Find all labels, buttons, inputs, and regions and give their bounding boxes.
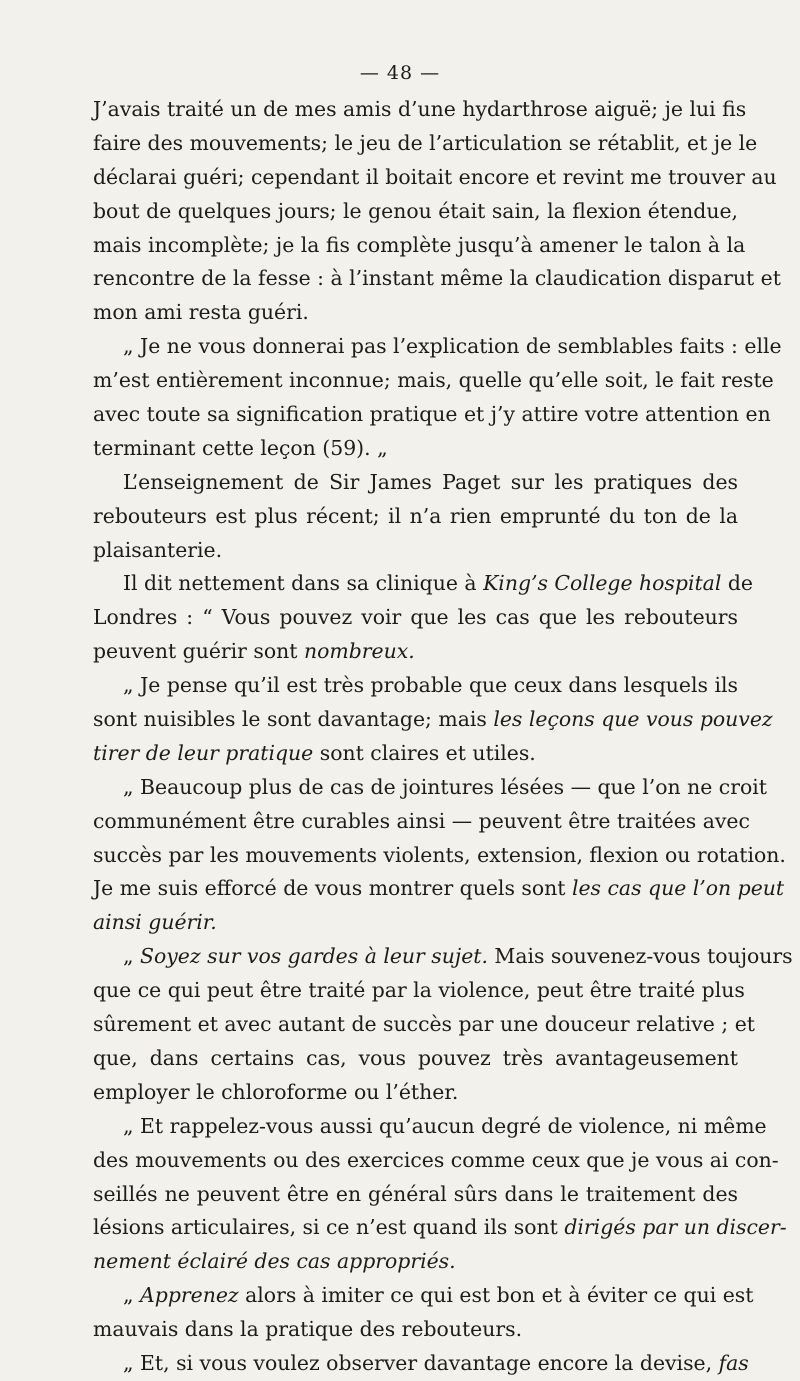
text-line xyxy=(93,669,738,703)
text-segment: employer le chloroforme ou l’éther. xyxy=(93,1079,459,1104)
text-segment: „ xyxy=(123,1283,141,1308)
text-line xyxy=(93,1347,749,1381)
text-segment: Je me suis efforcé de vous montrer quels sont xyxy=(93,876,572,901)
italic-text: ainsi guérir. xyxy=(93,910,217,935)
text-line xyxy=(93,601,738,635)
text-line xyxy=(93,1110,767,1144)
text-segment: que, dans certains cas, vous pouvez très avantageusement xyxy=(93,1045,738,1070)
text-segment: communément être curables ainsi — peuvent être traitées avec xyxy=(93,808,750,833)
text-line xyxy=(93,364,774,398)
text-segment: faire des mouvements; le jeu de l’articulation se rétablit, et je le xyxy=(93,130,758,155)
text-segment: Il dit nettement dans sa clinique à xyxy=(123,571,484,596)
text-segment: sont nuisibles le sont davantage; mais xyxy=(93,707,494,732)
text-segment: des mouvements ou des exercices comme ceux que je vous ai con- xyxy=(93,1147,779,1172)
text-segment: Mais souvenez-vous toujours xyxy=(487,944,793,969)
italic-text: dirigés par un discer- xyxy=(564,1215,787,1240)
page-number: — 48 — xyxy=(359,62,441,84)
text-segment: avec toute sa signification pratique et j’y attire votre attention en xyxy=(93,402,771,427)
text-segment: lésions articulaires, si ce n’est quand ils sont xyxy=(93,1215,565,1240)
text-line xyxy=(93,432,738,466)
text-segment: alors à imiter ce qui est bon et à éviter ce qui est xyxy=(238,1283,754,1308)
text-segment: sont claires et utiles. xyxy=(313,740,536,765)
text-segment: „ Et, si vous voulez observer davantage encore la devise, xyxy=(123,1350,719,1375)
text-line xyxy=(93,398,771,432)
italic-text: fas xyxy=(718,1350,749,1375)
text-line xyxy=(93,737,738,771)
text-line xyxy=(93,466,738,500)
text-line xyxy=(93,1211,787,1245)
text-line xyxy=(93,906,738,940)
text-line xyxy=(93,1042,738,1076)
italic-text: King’s College hospital xyxy=(483,571,722,596)
text-segment: plaisanterie. xyxy=(93,537,223,562)
italic-text: Apprenez xyxy=(140,1283,239,1308)
text-segment: seillés ne peuvent être en général sûrs dans le traitement des xyxy=(93,1181,738,1206)
text-line xyxy=(93,1313,738,1347)
text-segment: „ Je ne vous donnerai pas l’explication de semblables faits : elle xyxy=(123,334,782,359)
text-line xyxy=(93,1008,755,1042)
text-segment: mon ami resta guéri. xyxy=(93,300,309,325)
text-line xyxy=(93,635,738,669)
text-line xyxy=(93,805,750,839)
text-segment: rebouteurs est plus récent; il n’a rien emprunté du ton de la xyxy=(93,503,738,528)
italic-text: nement éclairé des cas appropriés. xyxy=(93,1249,456,1274)
text-line xyxy=(93,296,738,330)
text-segment: succès par les mouvements violents, extension, flexion ou rotation. xyxy=(93,842,786,867)
text-line xyxy=(93,1279,754,1313)
italic-text: Soyez sur vos gardes à leur sujet. xyxy=(140,944,488,969)
text-line xyxy=(93,534,738,568)
text-segment: bout de quelques jours; le genou était sain, la flexion étendue, xyxy=(93,198,739,223)
text-line xyxy=(93,703,773,737)
italic-text: nombreux. xyxy=(303,639,415,664)
text-line xyxy=(93,872,785,906)
text-line xyxy=(93,127,758,161)
text-line xyxy=(93,1144,779,1178)
text-segment: L’enseignement de Sir James Paget sur les pratiques des xyxy=(123,469,738,494)
text-segment: m’est entièrement inconnue; mais, quelle qu’elle soit, le fait reste xyxy=(93,368,774,393)
text-line xyxy=(93,974,745,1008)
italic-text: les leçons que vous pouvez xyxy=(493,707,773,732)
text-line xyxy=(93,1245,738,1279)
text-segment: J’avais traité un de mes amis d’une hydarthrose aiguë; je lui fis xyxy=(93,97,747,121)
italic-text: les cas que l’on peut xyxy=(571,876,785,901)
text-line xyxy=(93,567,753,601)
text-line xyxy=(93,771,767,805)
text-segment: Londres : “ Vous pouvez voir que les cas que les rebouteurs xyxy=(93,605,738,630)
text-segment: terminant cette leçon (59). „ xyxy=(93,435,388,460)
text-segment: déclarai guéri; cependant il boitait encore et revint me trouver au xyxy=(93,164,777,189)
text-line xyxy=(93,1076,738,1110)
text-line xyxy=(93,500,738,534)
text-segment: „ xyxy=(123,944,141,969)
text-segment: „ Je pense qu’il est très probable que ceux dans lesquels ils xyxy=(123,673,738,698)
text-line xyxy=(93,262,781,296)
text-segment: de xyxy=(721,571,753,596)
text-segment: mauvais dans la pratique des rebouteurs. xyxy=(93,1317,523,1342)
text-line xyxy=(93,161,777,195)
text-segment: peuvent guérir sont xyxy=(93,639,304,664)
text-line xyxy=(93,195,738,229)
text-line xyxy=(93,940,793,974)
body-text xyxy=(93,93,793,1381)
text-segment: „ Beaucoup plus de cas de jointures lésées — que l’on ne croit xyxy=(123,774,767,799)
text-segment: „ Et rappelez-vous aussi qu’aucun degré de violence, ni même xyxy=(123,1113,767,1138)
text-line xyxy=(93,93,747,127)
text-segment: mais incomplète; je la fis complète jusqu’à amener le talon à la xyxy=(93,232,746,257)
text-line xyxy=(93,330,782,364)
text-line xyxy=(93,229,746,263)
text-line xyxy=(93,1178,738,1212)
italic-text: tirer de leur pratique xyxy=(93,740,314,765)
text-segment: sûrement et avec autant de succès par une douceur relative ; et xyxy=(93,1012,755,1037)
text-line xyxy=(93,839,786,873)
text-segment: que ce qui peut être traité par la violence, peut être traité plus xyxy=(93,978,745,1003)
text-segment: rencontre de la fesse : à l’instant même la claudication disparut et xyxy=(93,266,781,291)
